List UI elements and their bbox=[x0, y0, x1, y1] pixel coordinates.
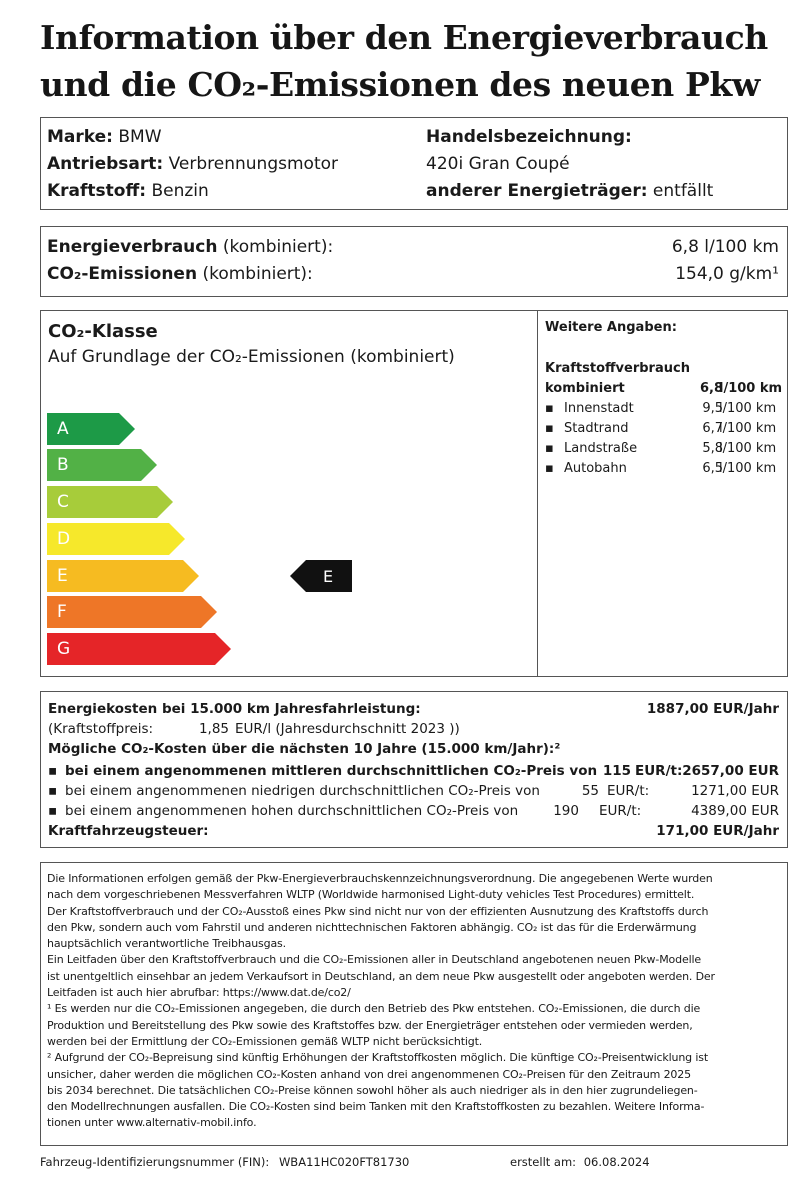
rural-label: Landstraße bbox=[564, 441, 638, 456]
energy-consumption-label: Energieverbrauch bbox=[47, 237, 218, 257]
rural-unit: l/100 km bbox=[719, 441, 777, 456]
class-bar-f-label: F bbox=[57, 602, 67, 622]
vin-label: Fahrzeug-Identifizierungsnummer (FIN): bbox=[40, 1155, 270, 1169]
class-bar-b-label: B bbox=[57, 455, 69, 475]
brand-row bbox=[47, 127, 162, 147]
footnote-line: werden bei der Ermittlung der CO₂-Emissionen gemäß WLTP nicht berücksichtigt. bbox=[47, 1034, 483, 1048]
page-title bbox=[40, 14, 780, 108]
vehicle-tax-value: 171,00 EUR/Jahr bbox=[656, 823, 779, 839]
fuel-label: Kraftstoff: bbox=[47, 181, 147, 201]
footnote-line: den Pkw, sondern auch vom Fahrstil und anderen nichttechnischen Faktoren abhängig. CO₂ ist das für die Erderwärmung bbox=[47, 920, 697, 934]
class-bar-a-label: A bbox=[57, 419, 69, 439]
energy-consumption-row bbox=[47, 237, 333, 257]
co2-mid-label: bei einem angenommenen mittleren durchschnittlichen CO₂-Preis von bbox=[65, 763, 598, 779]
consumption-box bbox=[40, 226, 788, 297]
energy-consumption-suffix: (kombiniert): bbox=[222, 237, 334, 257]
class-bar-g-tip bbox=[215, 633, 231, 665]
highway-label: Autobahn bbox=[564, 461, 627, 476]
city-unit: l/100 km bbox=[719, 401, 777, 416]
co2-cost-heading: Mögliche CO₂-Kosten über die nächsten 10 Jahre (15.000 km/Jahr):² bbox=[48, 741, 561, 757]
class-bar-e-tip bbox=[183, 560, 199, 592]
city-value: 9,5 bbox=[702, 401, 723, 416]
co2-class-title: CO₂-Klasse bbox=[48, 321, 158, 342]
date-value: 06.08.2024 bbox=[583, 1155, 650, 1169]
co2-low-label: bei einem angenommenen niedrigen durchschnittlichen CO₂-Preis von bbox=[65, 783, 540, 799]
class-bar-d bbox=[47, 523, 169, 555]
fuel-price-value: 1,85 bbox=[198, 721, 229, 737]
current-class-label: E bbox=[322, 567, 334, 586]
footnote-line: ist unentgeltlich einsehbar an jedem Verkaufsort in Deutschland, an dem neue Pkw ausgestellt oder angeboten werden. Der bbox=[47, 969, 715, 983]
bullet-icon: ▪ bbox=[545, 461, 554, 476]
drive-value: Verbrennungsmotor bbox=[168, 154, 338, 174]
footnotes-text bbox=[47, 871, 783, 1132]
date-label: erstellt am: bbox=[510, 1155, 577, 1169]
footnote-line: Die Informationen erfolgen gemäß der Pkw-Energieverbrauchskennzeichnungsverordnung. Die angegebenen Werte wurden bbox=[47, 872, 713, 885]
bullet-icon: ▪ bbox=[545, 421, 554, 436]
class-bar-f bbox=[47, 596, 201, 628]
bullet-icon: ▪ bbox=[545, 441, 554, 456]
co2-class-box bbox=[40, 310, 538, 677]
co2-mid-value: 2657,00 EUR bbox=[682, 763, 779, 779]
combined-unit: l/100 km bbox=[719, 381, 783, 396]
footnote-line: Der Kraftstoffverbrauch und der CO₂-Ausstoß eines Pkw sind nicht nur von der effizienten Ausnutzung des Kraftstoffs durch bbox=[47, 904, 709, 918]
class-bar-e-label: E bbox=[57, 566, 68, 586]
trade-name-label: Handelsbezeichnung: bbox=[426, 127, 632, 147]
fuel-price-label: (Kraftstoffpreis: bbox=[48, 721, 154, 737]
class-bar-c-label: C bbox=[57, 492, 69, 512]
drive-label: Antriebsart: bbox=[47, 154, 164, 174]
energy-cost-value: 1887,00 EUR/Jahr bbox=[646, 701, 779, 717]
brand-value: BMW bbox=[118, 127, 162, 147]
class-bar-f-tip bbox=[201, 596, 217, 628]
co2-emissions-suffix: (kombiniert): bbox=[202, 264, 313, 284]
brand-label: Marke: bbox=[47, 127, 113, 147]
vehicle-tax-label: Kraftfahrzeugsteuer: bbox=[48, 823, 209, 839]
co2-low-price: 55 bbox=[581, 783, 599, 799]
suburban-label: Stadtrand bbox=[564, 421, 629, 436]
suburban-unit: l/100 km bbox=[719, 421, 777, 436]
co2-high-label: bei einem angenommenen hohen durchschnittlichen CO₂-Preis von bbox=[65, 803, 519, 819]
fuel-price-unit: EUR/l (Jahresdurchschnitt 2023 )) bbox=[235, 721, 460, 737]
bullet-icon: ▪ bbox=[48, 763, 58, 779]
co2-high-value: 4389,00 EUR bbox=[691, 803, 779, 819]
trade-name-value: 420i Gran Coupé bbox=[426, 154, 570, 174]
co2-emissions-row bbox=[47, 264, 313, 284]
vehicle-info-box bbox=[40, 117, 788, 210]
class-bar-g bbox=[47, 633, 215, 665]
fuel-value: Benzin bbox=[151, 181, 209, 201]
drive-row bbox=[47, 154, 338, 174]
co2-class-subtitle: Auf Grundlage der CO₂-Emissionen (kombiniert) bbox=[48, 347, 455, 367]
energy-consumption-value: 6,8 l/100 km bbox=[671, 237, 779, 257]
bullet-icon: ▪ bbox=[48, 783, 58, 799]
bullet-icon: ▪ bbox=[545, 401, 554, 416]
vin-value: WBA11HC020FT81730 bbox=[278, 1155, 410, 1169]
footnote-line: den Modellrechnungen ausfallen. Die CO₂-Kosten sind beim Tanken mit den Kraftstoffkosten zu bezahlen. Weitere Informa- bbox=[47, 1100, 705, 1114]
footnote-line: bis 2034 berechnet. Die tatsächlichen CO₂-Preise können sowohl höher als auch niedriger als in den hier zugrundeliegen- bbox=[47, 1083, 698, 1097]
co2-low-value: 1271,00 EUR bbox=[691, 783, 779, 799]
class-bar-a-tip bbox=[119, 413, 135, 445]
combined-value: 6,8 bbox=[699, 381, 723, 396]
highway-unit: l/100 km bbox=[719, 461, 777, 476]
co2-low-unit: EUR/t: bbox=[607, 783, 650, 799]
current-class-indicator bbox=[290, 560, 352, 592]
class-bar-b-tip bbox=[141, 449, 157, 481]
fuel-consumption-heading: Kraftstoffverbrauch bbox=[545, 361, 690, 376]
footnote-line: unsicher, daher werden die möglichen CO₂-Kosten anhand von drei angenommenen CO₂-Preisen für den Zeitraum 2025 bbox=[47, 1067, 691, 1081]
co2-emissions-label: CO₂-Emissionen bbox=[47, 264, 198, 284]
co2-high-price: 190 bbox=[553, 803, 579, 819]
other-energy-value: entfällt bbox=[652, 181, 714, 201]
footnote-line: Produktion und Bereitstellung des Pkw sowie des Kraftstoffes bzw. der Energieträger entstehen oder vermieden werden, bbox=[47, 1018, 693, 1032]
other-energy-label: anderer Energieträger: bbox=[426, 181, 648, 201]
title-line-2: und die CO₂-Emissionen des neuen Pkw bbox=[40, 65, 760, 104]
further-info-title: Weitere Angaben: bbox=[545, 320, 677, 335]
class-bar-e bbox=[47, 560, 183, 592]
highway-value: 6,5 bbox=[702, 461, 723, 476]
costs-box bbox=[40, 691, 788, 848]
class-bar-g-label: G bbox=[57, 639, 71, 659]
class-bar-b bbox=[47, 449, 141, 481]
combined-label: kombiniert bbox=[545, 381, 625, 396]
footnote-line: hauptsächlich verantwortliche Treibhausgas. bbox=[47, 937, 286, 951]
fuel-row bbox=[47, 181, 209, 201]
class-bar-c bbox=[47, 486, 157, 518]
class-bar-d-label: D bbox=[57, 529, 71, 549]
footnotes-box bbox=[40, 862, 788, 1146]
co2-mid-unit: EUR/t: bbox=[635, 763, 683, 779]
footnote-line: Ein Leitfaden über den Kraftstoffverbrauch und die CO₂-Emissionen aller in Deutschland angebotenen neuen Pkw-Modelle bbox=[47, 953, 701, 967]
footnote-line: nach dem vorgeschriebenen Messverfahren WLTP (Worldwide harmonised Light-duty vehicles Test Procedures) ermittelt. bbox=[47, 888, 695, 902]
footnote-line: ² Aufgrund der CO₂-Bepreisung sind künftig Erhöhungen der Kraftstoffkosten möglich. Die künftige CO₂-Preisentwicklung ist bbox=[47, 1051, 709, 1065]
footnote-line: tionen unter www.alternativ-mobil.info. bbox=[47, 1116, 257, 1130]
title-line-1: Information über den Energieverbrauch bbox=[40, 18, 768, 57]
co2-mid-price: 115 bbox=[602, 763, 631, 779]
further-info-box bbox=[537, 310, 788, 677]
bullet-icon: ▪ bbox=[48, 803, 58, 819]
footnote-line: Leitfaden ist auch hier abrufbar: https://www.dat.de/co2/ bbox=[47, 986, 351, 1000]
city-label: Innenstadt bbox=[564, 401, 634, 416]
rural-value: 5,8 bbox=[702, 441, 723, 456]
energy-cost-label: Energiekosten bei 15.000 km Jahresfahrleistung: bbox=[48, 701, 421, 717]
footnote-line: ¹ Es werden nur die CO₂-Emissionen angegeben, die durch den Betrieb des Pkw entstehen. CO₂-Emissionen, die durch die bbox=[47, 1002, 701, 1016]
class-bar-c-tip bbox=[157, 486, 173, 518]
co2-high-unit: EUR/t: bbox=[599, 803, 642, 819]
other-energy-row bbox=[426, 181, 713, 201]
co2-emissions-value: 154,0 g/km¹ bbox=[675, 264, 779, 284]
suburban-value: 6,7 bbox=[702, 421, 723, 436]
vin-row bbox=[40, 1155, 409, 1169]
date-row bbox=[510, 1155, 650, 1169]
class-bar-a bbox=[47, 413, 119, 445]
class-bar-d-tip bbox=[169, 523, 185, 555]
